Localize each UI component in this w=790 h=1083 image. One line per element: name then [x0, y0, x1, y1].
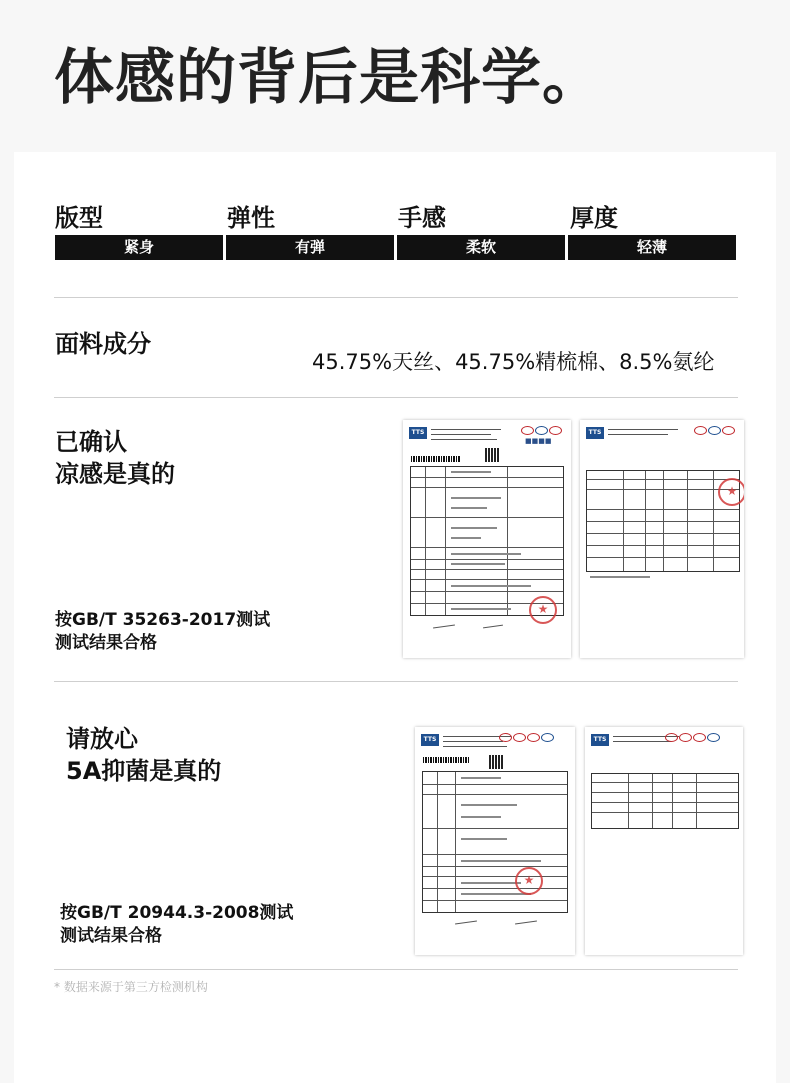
divider: [54, 969, 738, 970]
qr-code-icon: [485, 448, 499, 462]
antibacterial-title-line1: 请放心: [66, 725, 138, 753]
attr-label-feel: 手感: [398, 204, 446, 232]
data-source-footnote: * 数据来源于第三方检测机构: [54, 980, 208, 994]
tts-logo-icon: TTS: [421, 734, 439, 746]
inspection-stamp-icon: ★: [529, 596, 557, 624]
antibacterial-title-line2: 5A抑菌是真的: [66, 757, 222, 785]
tts-logo-icon: TTS: [591, 734, 609, 746]
fabric-composition: 45.75%天丝、45.75%精梳棉、8.5%氨纶: [312, 350, 715, 374]
antibacterial-test-report-page1: [415, 727, 575, 955]
cool-test-report-page2: [580, 420, 744, 658]
tts-logo-icon: TTS: [586, 427, 604, 439]
cool-test-report-page1: TTS ■■■■ ★: [403, 420, 571, 658]
cool-result-note: 测试结果合格: [55, 633, 157, 653]
attr-label-fit: 版型: [55, 204, 103, 232]
attr-value-feel: 柔软: [397, 235, 565, 260]
page-headline: 体感的背后是科学。: [54, 43, 603, 113]
fabric-title: 面料成分: [55, 330, 151, 358]
qr-code-icon: [489, 755, 503, 769]
attr-value-elasticity: 有弹: [226, 235, 394, 260]
antibacterial-result-note: 测试结果合格: [60, 926, 162, 946]
divider: [54, 297, 738, 298]
attr-value-fit: 紧身: [55, 235, 223, 260]
antibacterial-test-report-page2: [585, 727, 743, 955]
divider: [54, 681, 738, 682]
inspection-stamp-icon: ★: [718, 478, 744, 506]
attr-label-elasticity: 弹性: [227, 204, 275, 232]
cool-title-line2: 凉感是真的: [55, 460, 175, 488]
inspection-stamp-icon: ★: [515, 867, 543, 895]
attr-value-thickness: 轻薄: [568, 235, 736, 260]
attr-label-thickness: 厚度: [570, 204, 618, 232]
divider: [54, 397, 738, 398]
antibacterial-standard-note: 按GB/T 20944.3-2008测试: [60, 903, 294, 923]
cool-standard-note: 按GB/T 35263-2017测试: [55, 610, 271, 630]
tts-logo-icon: TTS: [409, 427, 427, 439]
cool-title-line1: 已确认: [55, 428, 127, 456]
